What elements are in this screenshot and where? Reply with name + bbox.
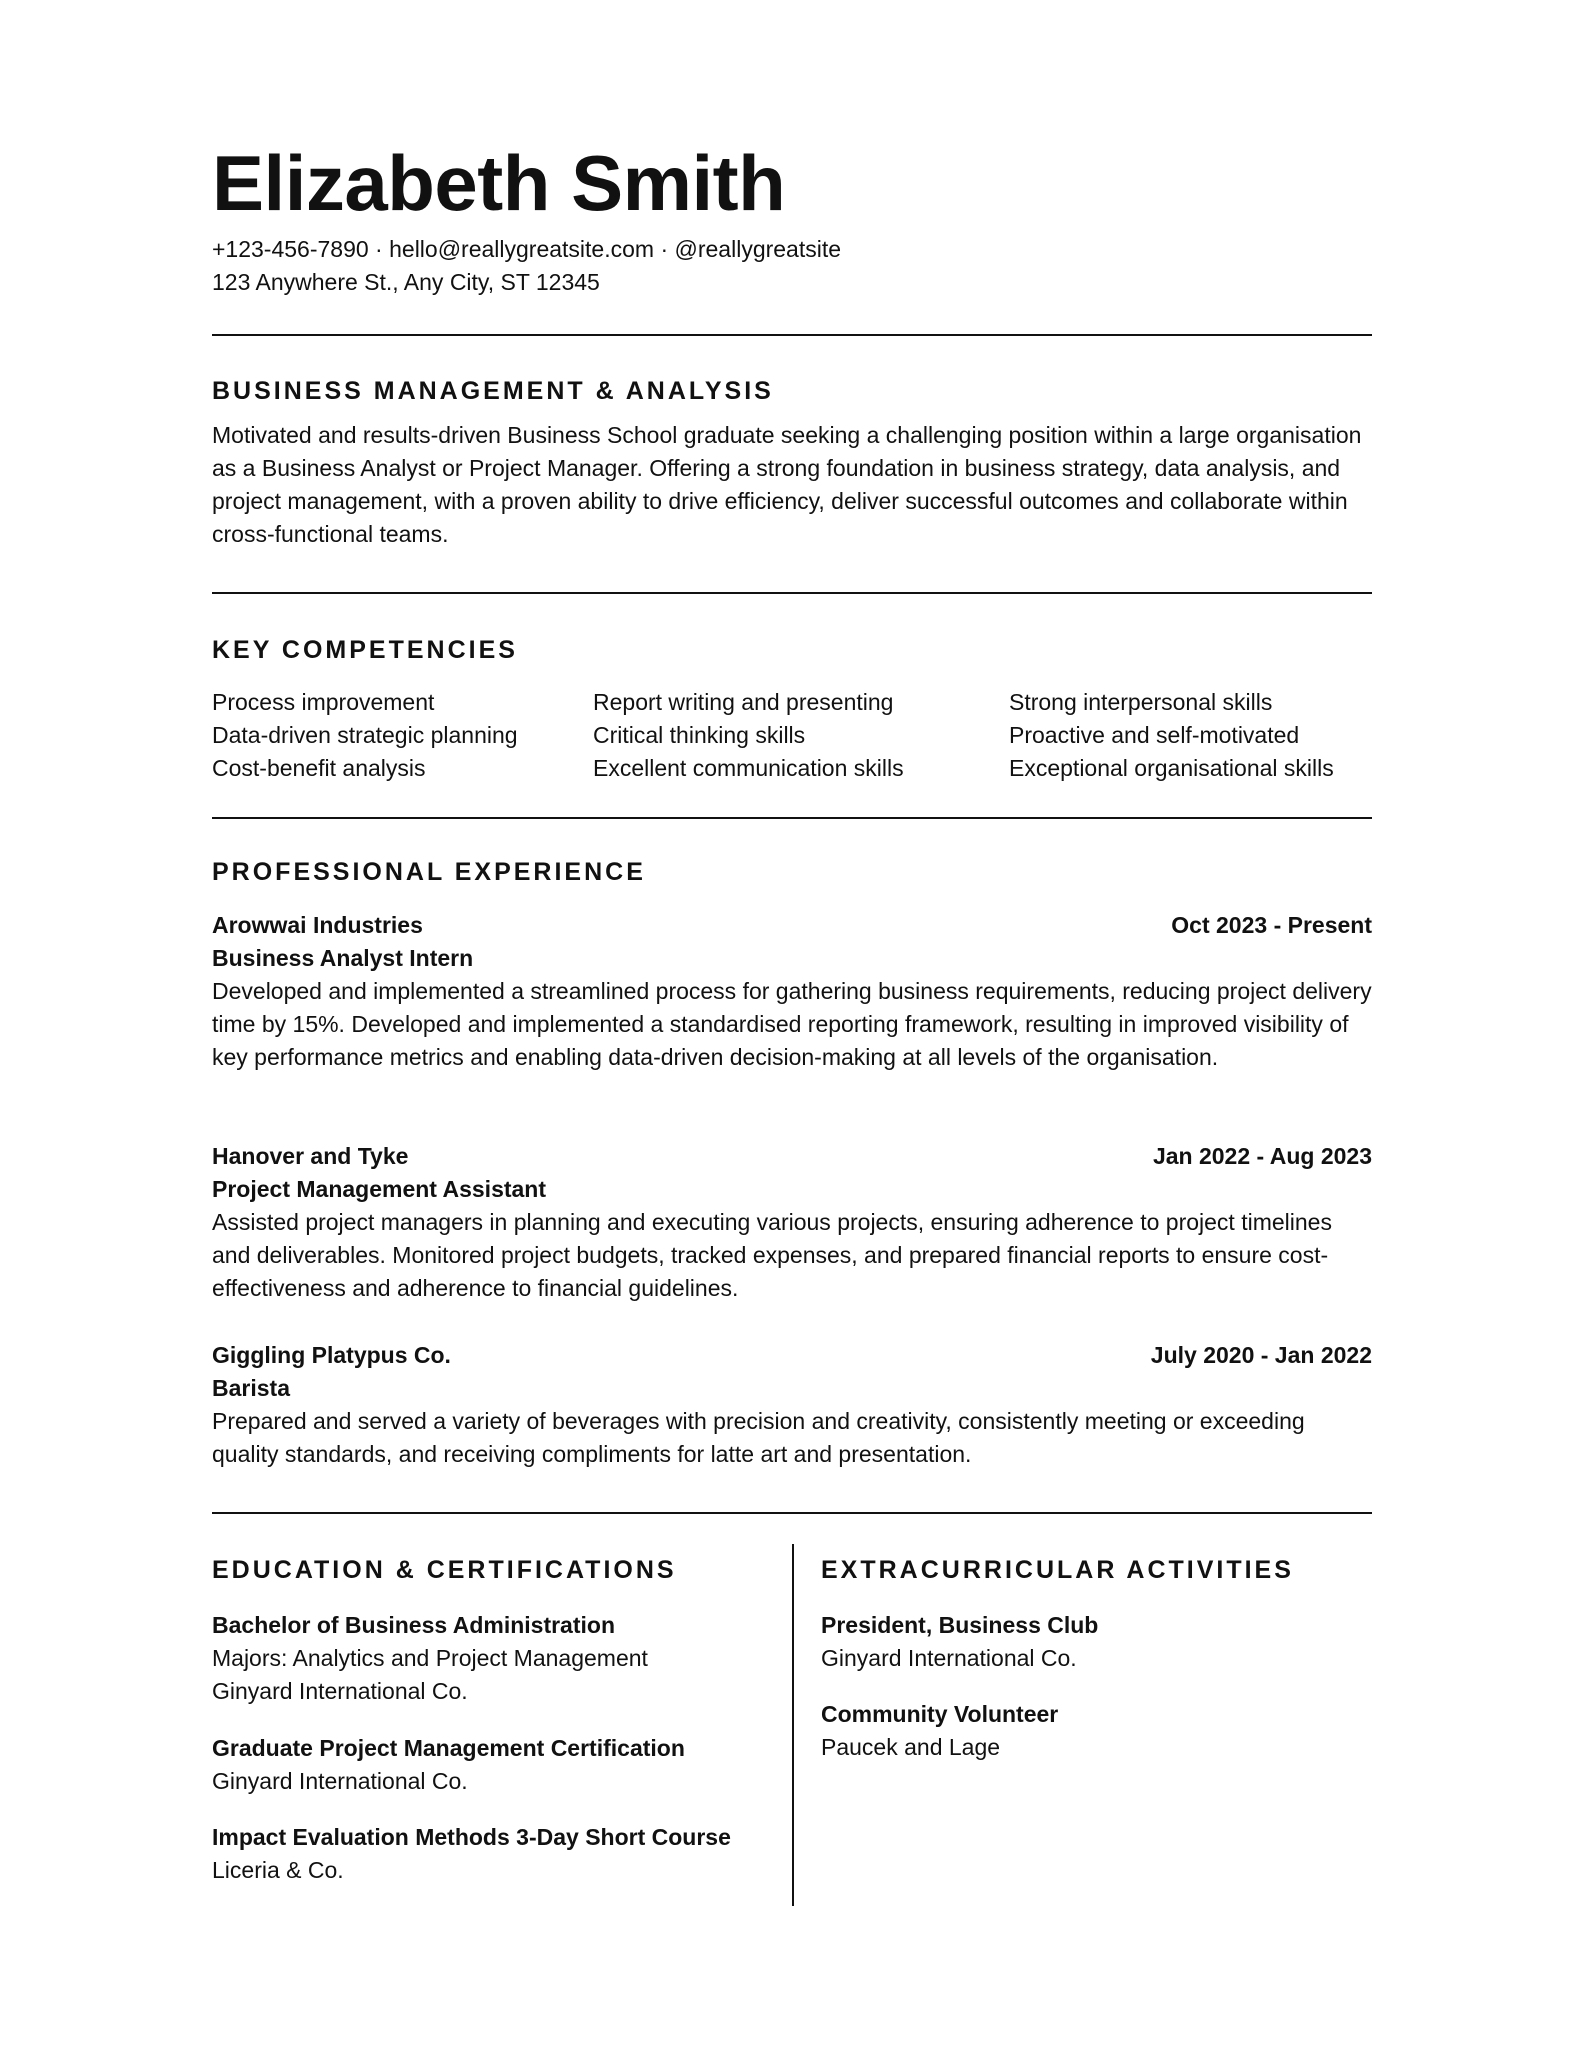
education-entry (212, 1609, 648, 1708)
section-divider (212, 592, 1372, 594)
competencies-column-1 (212, 686, 518, 785)
education-title: EDUCATION & CERTIFICATIONS (212, 1556, 677, 1584)
competency-item: Exceptional organisational skills (1009, 755, 1334, 781)
education-entry (212, 1821, 731, 1887)
column-divider (792, 1544, 794, 1906)
education-entry-title: Graduate Project Management Certification (212, 1735, 685, 1761)
job-company: Arowwai Industries (212, 912, 423, 938)
candidate-name: Elizabeth Smith (212, 139, 786, 227)
address-line: 123 Anywhere St., Any City, ST 12345 (212, 269, 600, 295)
job-dates: July 2020 - Jan 2022 (1150, 1342, 1372, 1368)
section-divider (212, 817, 1372, 819)
education-entry-institution: Ginyard International Co. (212, 1678, 468, 1704)
job-entry (212, 1140, 1372, 1305)
competencies-column-3 (1009, 686, 1334, 785)
summary-title: BUSINESS MANAGEMENT & ANALYSIS (212, 377, 774, 405)
job-role: Business Analyst Intern (212, 945, 474, 971)
extracurricular-entry-title: Community Volunteer (821, 1701, 1059, 1727)
competencies-title: KEY COMPETENCIES (212, 636, 518, 664)
job-entry (212, 909, 1372, 1074)
job-header (212, 1140, 1372, 1173)
competency-item: Strong interpersonal skills (1009, 689, 1273, 715)
contact-line: +123-456-7890 · hello@reallygreatsite.com · @reallygreatsite (212, 236, 842, 262)
extracurricular-entry-title: President, Business Club (821, 1612, 1099, 1638)
education-entry (212, 1732, 685, 1798)
extracurricular-entry (821, 1609, 1098, 1675)
job-description: Developed and implemented a streamlined process for gathering business requirements, reducing project delivery time by 15%. Developed and implemented a standardised reporting framework, resulting in improved visibility of key performance metrics and enabling data-driven decision-making at all levels of the organisation. (212, 978, 1372, 1070)
competency-item: Process improvement (212, 689, 435, 715)
education-entry-institution: Ginyard International Co. (212, 1768, 468, 1794)
job-role: Project Management Assistant (212, 1176, 547, 1202)
competency-item: Data-driven strategic planning (212, 722, 518, 748)
contact-block (212, 233, 841, 299)
section-divider (212, 334, 1372, 336)
summary-text: Motivated and results-driven Business School graduate seeking a challenging position within a large organisation as a Business Analyst or Project Manager. Offering a strong foundation in business strategy, data analysis, and project management, with a proven ability to drive efficiency, deliver successful outcomes and collaborate within cross-functional teams. (212, 422, 1362, 547)
job-description: Assisted project managers in planning and executing various projects, ensuring adherence to project timelines and deliverables. Monitored project budgets, tracked expenses, and prepared financial reports to ensure cost-effectiveness and adherence to financial guidelines. (212, 1209, 1332, 1301)
job-company: Giggling Platypus Co. (212, 1342, 451, 1368)
job-header (212, 909, 1372, 942)
job-header (212, 1339, 1372, 1372)
education-entry-detail: Majors: Analytics and Project Management (212, 1645, 648, 1671)
education-entry-title: Bachelor of Business Administration (212, 1612, 615, 1638)
extracurricular-entry-org: Paucek and Lage (821, 1734, 1001, 1760)
competencies-column-2 (593, 686, 904, 785)
competency-item: Report writing and presenting (593, 689, 894, 715)
competency-item: Excellent communication skills (593, 755, 904, 781)
job-role: Barista (212, 1375, 290, 1401)
competency-item: Cost-benefit analysis (212, 755, 426, 781)
education-entry-title: Impact Evaluation Methods 3-Day Short Course (212, 1824, 731, 1850)
job-company: Hanover and Tyke (212, 1143, 409, 1169)
job-dates: Oct 2023 - Present (1171, 912, 1372, 938)
extracurricular-title: EXTRACURRICULAR ACTIVITIES (821, 1556, 1294, 1584)
education-entry-institution: Liceria & Co. (212, 1857, 344, 1883)
job-dates: Jan 2022 - Aug 2023 (1152, 1143, 1372, 1169)
section-divider (212, 1512, 1372, 1514)
extracurricular-entry-org: Ginyard International Co. (821, 1645, 1077, 1671)
experience-title: PROFESSIONAL EXPERIENCE (212, 858, 646, 886)
competency-item: Critical thinking skills (593, 722, 806, 748)
job-description: Prepared and served a variety of beverages with precision and creativity, consistently meeting or exceeding quality standards, and receiving compliments for latte art and presentation. (212, 1408, 1305, 1467)
competency-item: Proactive and self-motivated (1009, 722, 1300, 748)
job-entry (212, 1339, 1372, 1471)
extracurricular-entry (821, 1698, 1058, 1764)
